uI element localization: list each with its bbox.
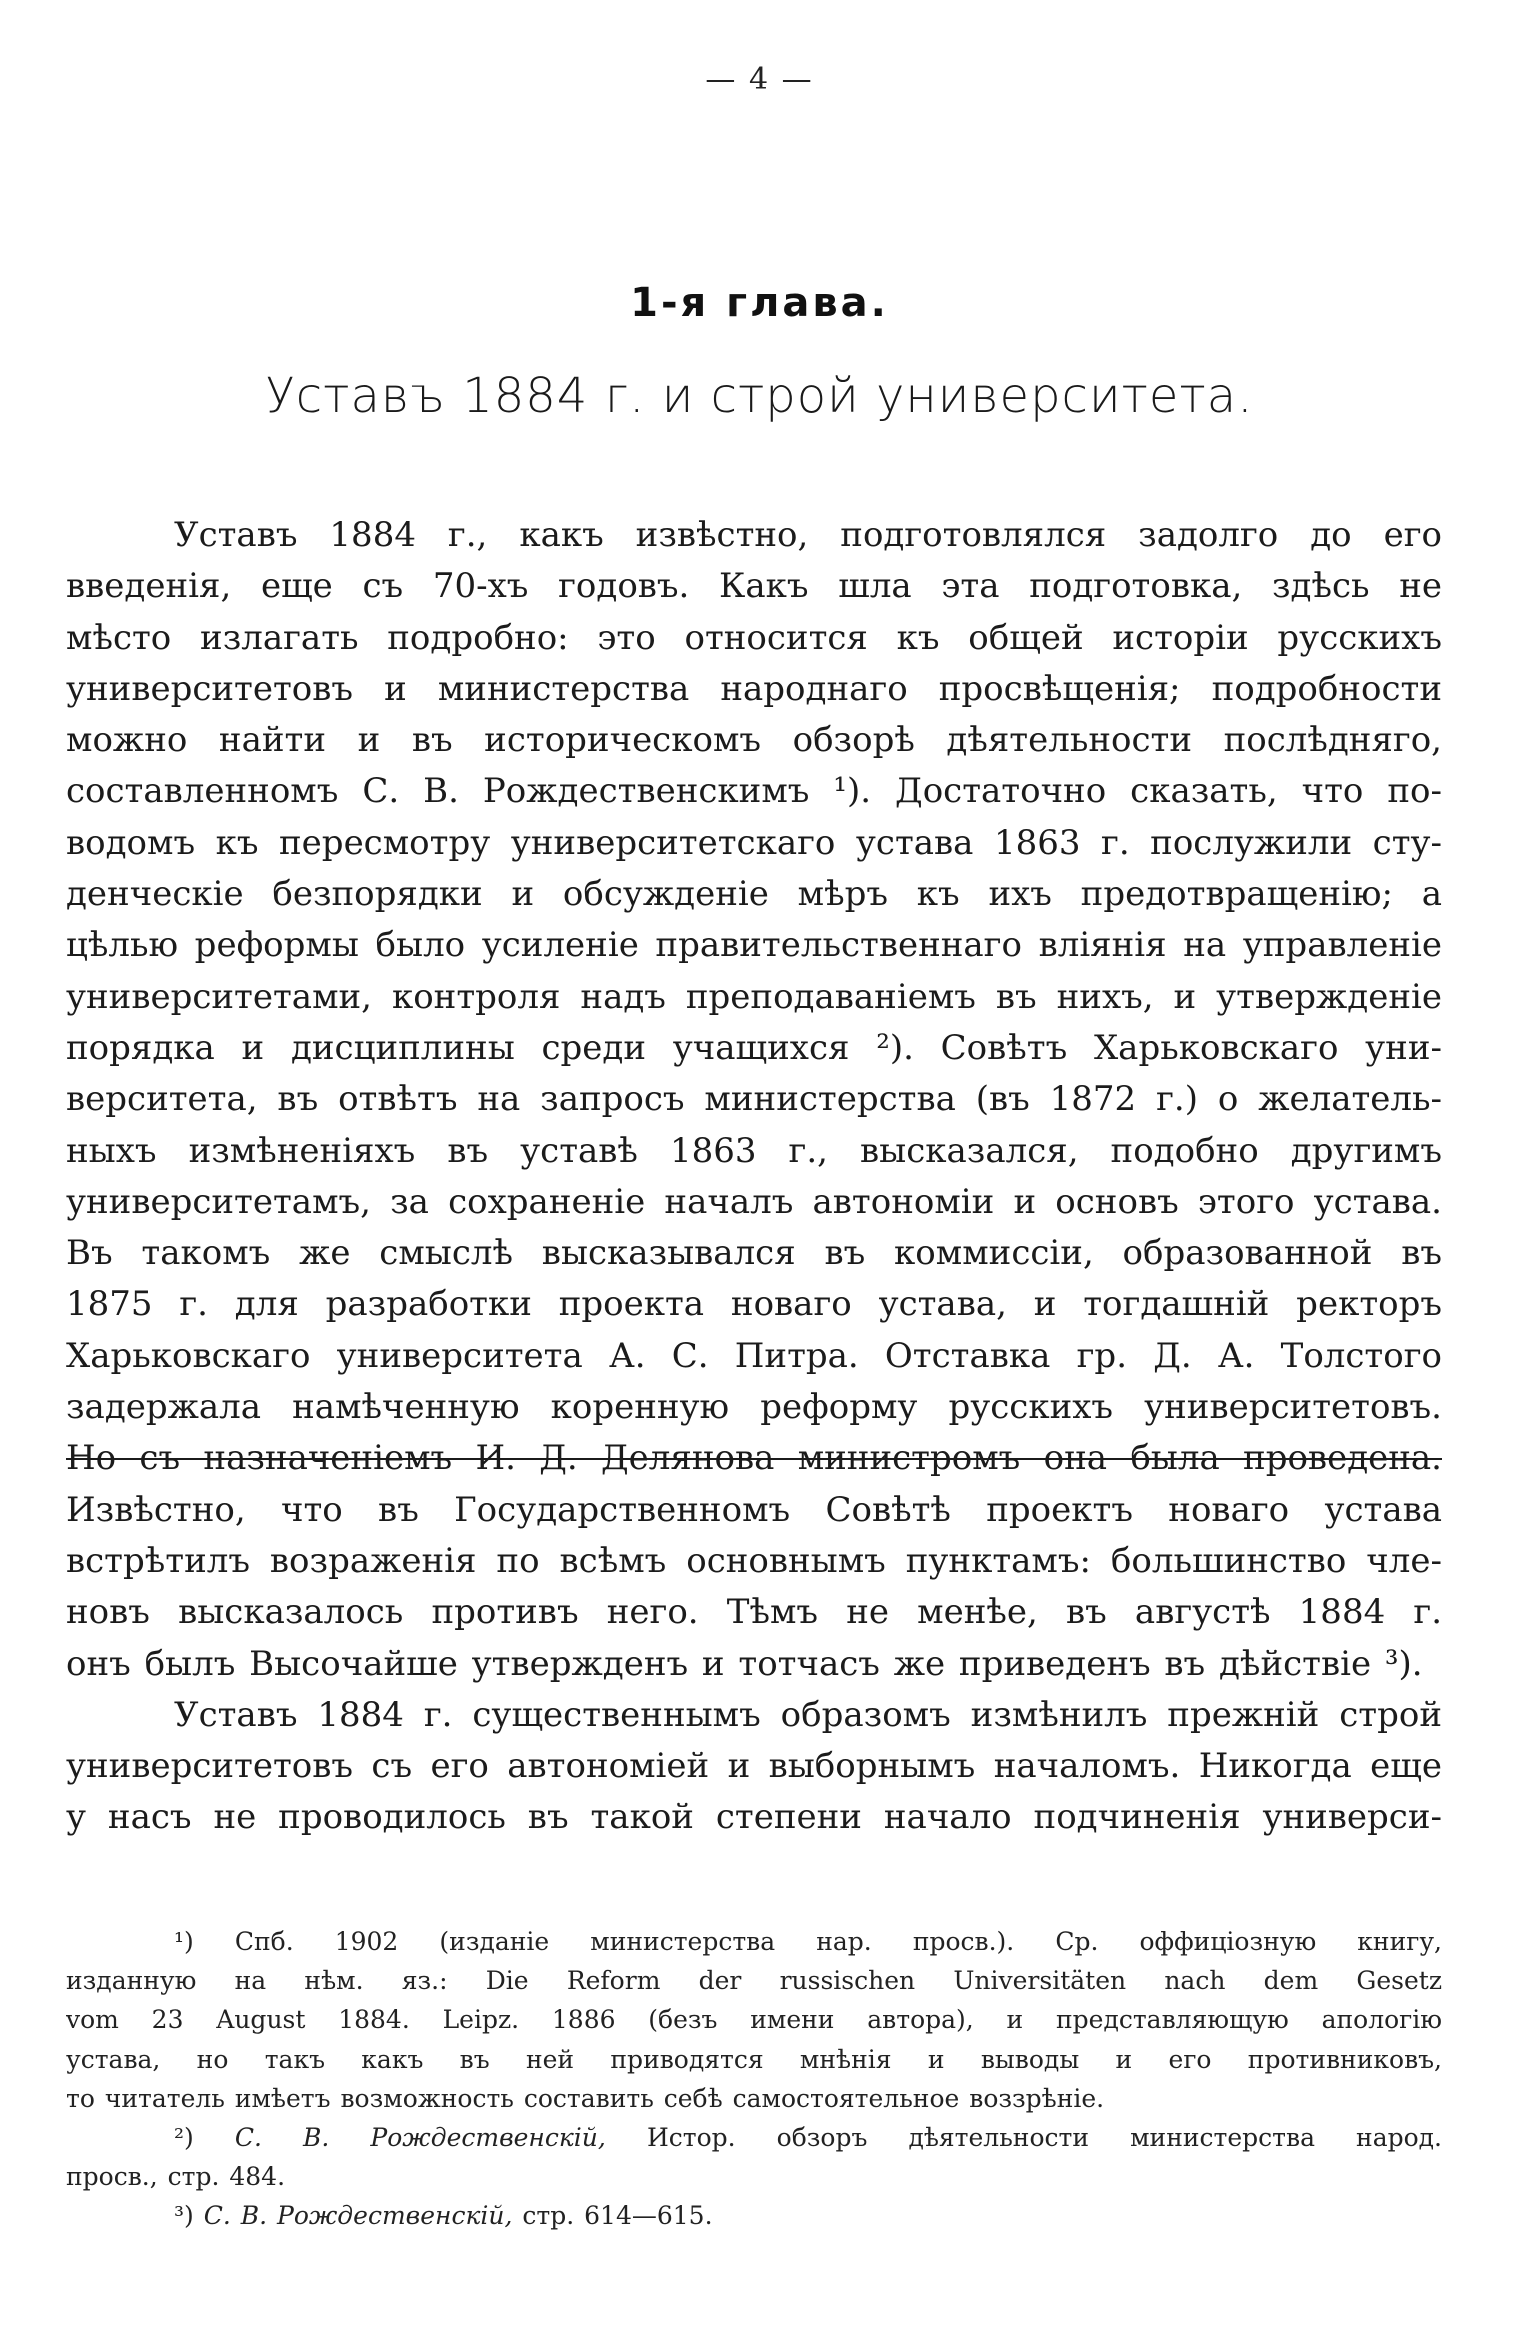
body-line: порядка и дисциплины среди учащихся ²). Совѣтъ Харьковскаго уни-	[66, 1027, 1442, 1068]
page-number: — 4 —	[705, 62, 814, 97]
footnotes	[66, 1922, 1442, 2236]
body-line: мѣсто излагать подробно: это относится къ общей исторіи русскихъ	[66, 617, 1442, 658]
body-line: составленномъ С. В. Рождественскимъ ¹). Достаточно сказать, что по-	[66, 771, 1442, 812]
body-line: ныхъ измѣненіяхъ въ уставѣ 1863 г., высказался, подобно другимъ	[66, 1130, 1442, 1171]
body-line-struck: Но съ назначеніемъ И. Д. Делянова министромъ она была проведена.	[66, 1438, 1442, 1479]
footnote-2	[66, 2118, 1442, 2157]
chapter-title: Уставъ 1884 г. и строй университета.	[265, 368, 1254, 424]
footnote-1-line: то читатель имѣетъ возможность составить себѣ самостоятельное воззрѣніе.	[66, 2083, 1105, 2113]
body-line: Извѣстно, что въ Государственномъ Совѣтѣ проектъ новаго устава	[66, 1489, 1442, 1530]
body-line: университетовъ съ его автономіей и выборнымъ началомъ. Никогда еще	[66, 1746, 1442, 1787]
body-line: у насъ не проводилось въ такой степени начало подчиненія универси-	[66, 1797, 1442, 1838]
body-line: университетамъ, за сохраненіе началъ автономіи и основъ этого устава.	[66, 1181, 1442, 1222]
footnote-2-marker: ²)	[174, 2122, 194, 2152]
footnote-2-cont: просв., стр. 484.	[66, 2162, 286, 2192]
footnote-2-author: С. В. Рождественскій,	[234, 2122, 606, 2152]
body-line: введенія, еще съ 70-хъ годовъ. Какъ шла эта подготовка, здѣсь не	[66, 566, 1442, 607]
body-line: Харьковскаго университета А. С. Питра. Отставка гр. Д. А. Толстого	[66, 1335, 1442, 1376]
body-line: 1875 г. для разработки проекта новаго устава, и тогдашній ректоръ	[66, 1284, 1442, 1325]
footnote-3-marker: ³)	[174, 2201, 194, 2231]
body-line: онъ былъ Высочайше утвержденъ и тотчасъ же приведенъ въ дѣйствіе ³).	[66, 1643, 1423, 1684]
footnote-1-line: устава, но такъ какъ въ ней приводятся мнѣнія и выводы и его противниковъ,	[66, 2044, 1442, 2074]
footnote-2-text: Истор. обзоръ дѣятельности министерства народ.	[646, 2122, 1442, 2152]
body-line: задержала намѣченную коренную реформу русскихъ университетовъ.	[66, 1387, 1442, 1428]
footnote-3-text: стр. 614—615.	[522, 2201, 713, 2231]
body-line: верситета, въ отвѣтъ на запросъ министерства (въ 1872 г.) о желатель-	[66, 1079, 1442, 1120]
body-line: денческіе безпорядки и обсужденіе мѣръ къ ихъ предотвращенію; а	[66, 874, 1442, 915]
footnote-1-line: ¹) Спб. 1902 (изданіе министерства нар. просв.). Ср. оффиціозную книгу,	[174, 1927, 1442, 1956]
body-line: университетами, контроля надъ преподаваніемъ въ нихъ, и утвержденіе	[66, 976, 1442, 1017]
body-line: можно найти и въ историческомъ обзорѣ дѣятельности послѣдняго,	[66, 720, 1442, 761]
footnote-3	[66, 2196, 1442, 2235]
body-line: Уставъ 1884 г., какъ извѣстно, подготовлялся задолго до его	[174, 515, 1442, 555]
chapter-heading: 1-я глава.	[630, 280, 889, 326]
body-line: водомъ къ пересмотру университетскаго устава 1863 г. послужили сту-	[66, 822, 1442, 863]
body-line: цѣлью реформы было усиленіе правительственнаго вліянія на управленіе	[66, 925, 1442, 966]
body-text	[66, 510, 1442, 1844]
footnote-3-author: С. В. Рождественскій,	[203, 2201, 513, 2231]
footnote-1-line: изданную на нѣм. яз.: Die Reform der russischen Universitäten nach dem Gesetz	[66, 1966, 1442, 1996]
body-line: встрѣтилъ возраженія по всѣмъ основнымъ пунктамъ: большинство чле-	[66, 1540, 1442, 1581]
body-line: Уставъ 1884 г. существеннымъ образомъ измѣнилъ прежній строй	[174, 1694, 1442, 1735]
footnote-1-line: vom 23 August 1884. Leipz. 1886 (безъ имени автора), и представляющую апологію	[66, 2005, 1442, 2035]
body-line: университетовъ и министерства народнаго просвѣщенія; подробности	[66, 668, 1442, 709]
body-line: новъ высказалось противъ него. Тѣмъ не менѣе, въ августѣ 1884 г.	[66, 1592, 1442, 1633]
body-line: Въ такомъ же смыслѣ высказывался въ коммиссіи, образованной въ	[66, 1233, 1442, 1274]
